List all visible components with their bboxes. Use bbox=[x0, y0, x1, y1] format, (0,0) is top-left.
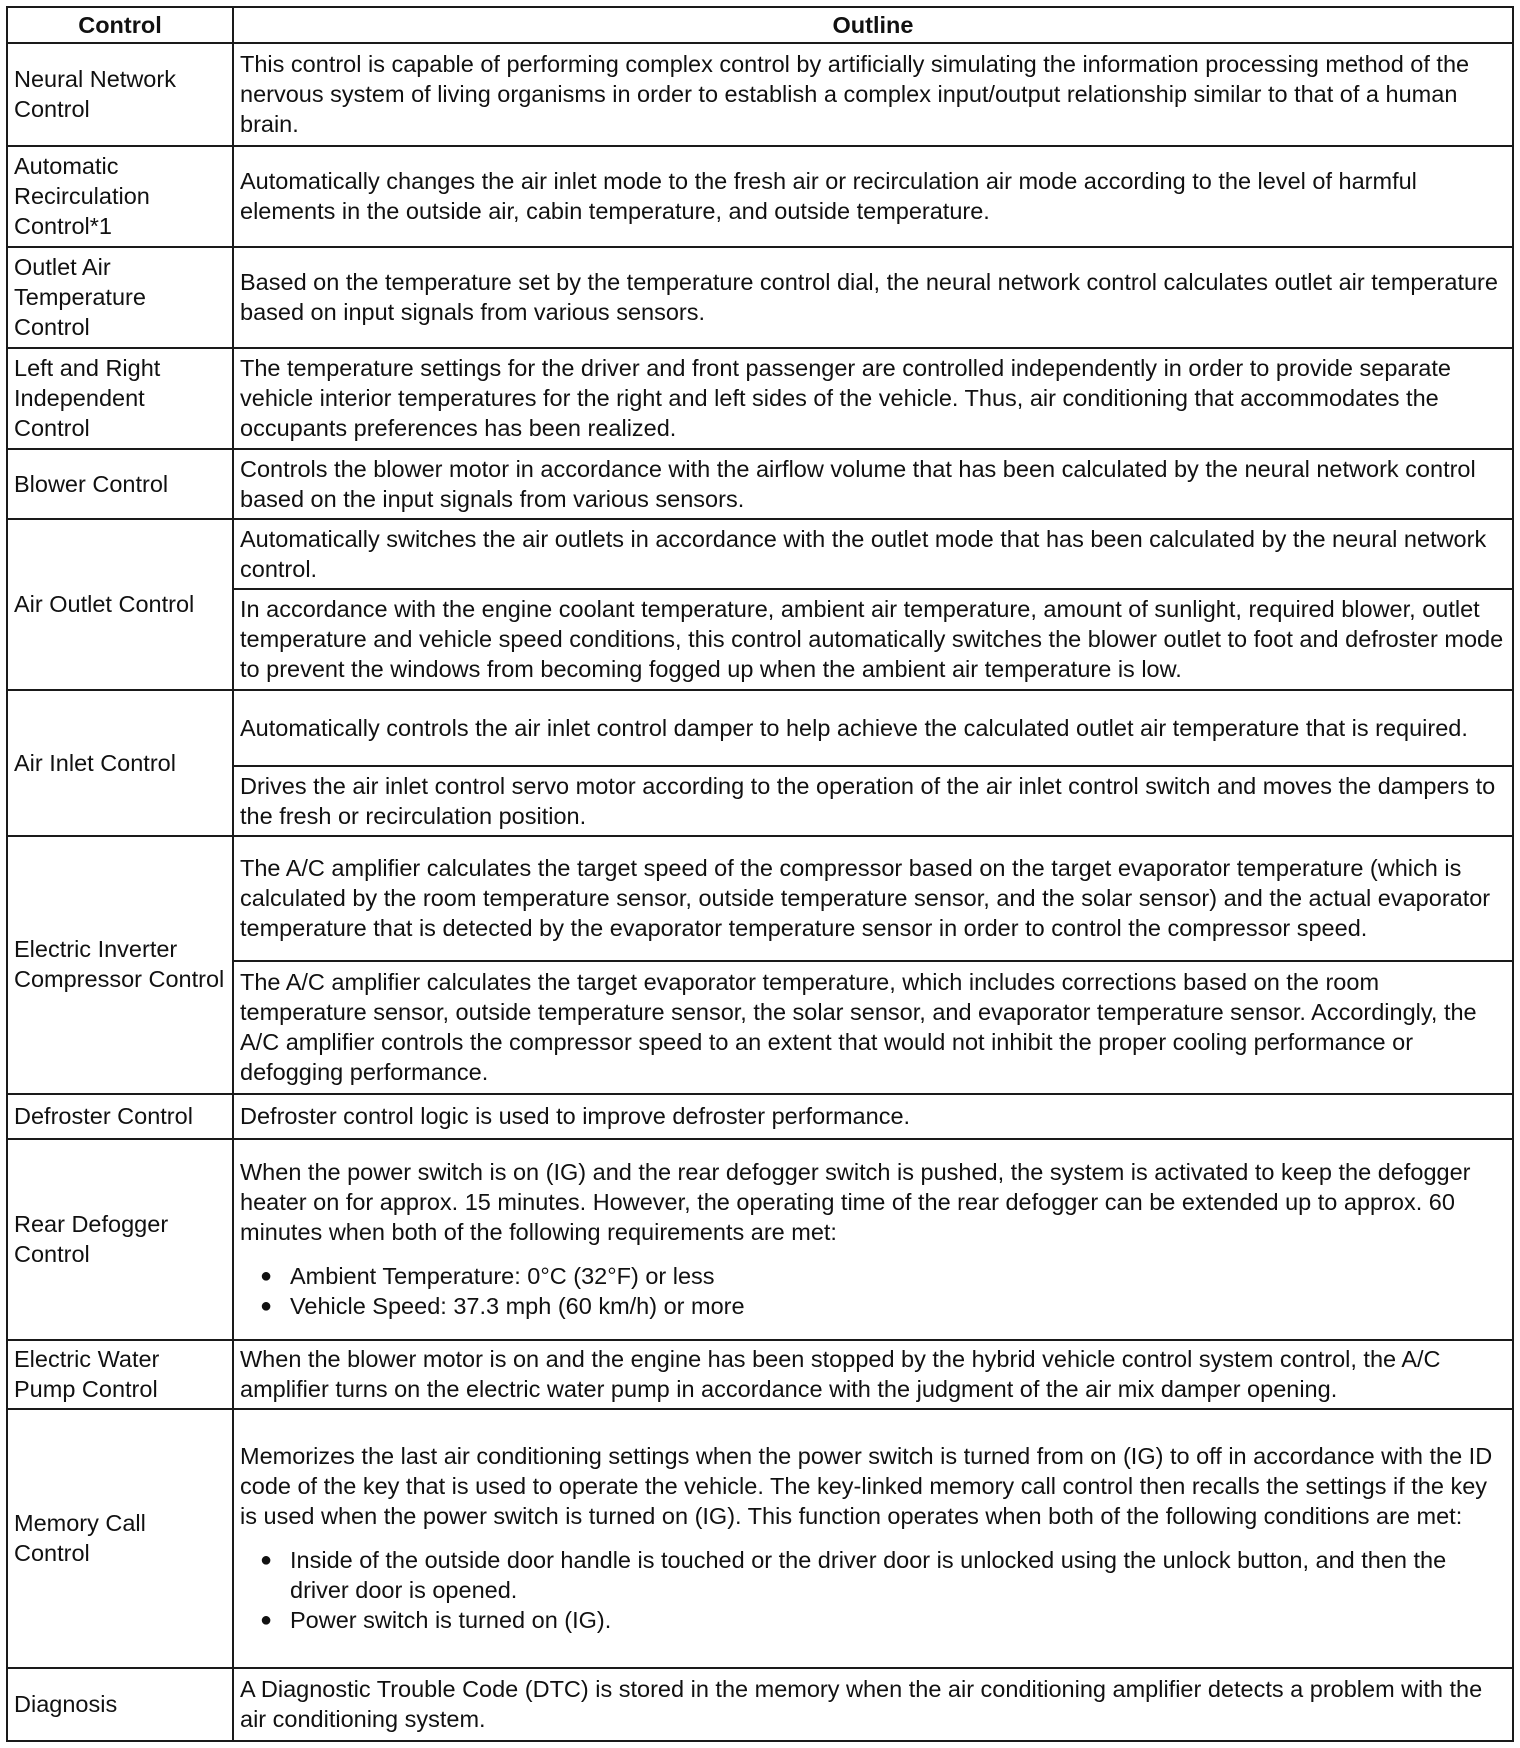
header-control: Control bbox=[7, 7, 233, 43]
outline-text: When the power switch is on (IG) and the rear defogger switch is pushed, the system is activated to keep the defogger heater on for approx. 15 minutes. However, the operating time of the rear defogger can be extended up to approx. 60 minutes when both of the following requirements are met: bbox=[240, 1159, 1471, 1245]
table-row bbox=[7, 1139, 1513, 1339]
table-row bbox=[7, 43, 1513, 146]
table-row bbox=[7, 146, 1513, 247]
outline-text: This control is capable of performing complex control by artificially simulating the information processing method of the nervous system of living organisms in order to establish a complex input/output relationship similar to that of a human brain. bbox=[233, 43, 1513, 146]
table-row bbox=[7, 690, 1513, 766]
outline-text: Defroster control logic is used to improve defroster performance. bbox=[233, 1094, 1513, 1140]
control-name: Blower Control bbox=[7, 449, 233, 519]
control-name: Memory Call Control bbox=[7, 1409, 233, 1668]
bullet-list bbox=[240, 1545, 1506, 1635]
bullet-item: ● Ambient Temperature: 0°C (32°F) or less bbox=[260, 1261, 1506, 1291]
outline-text: Automatically switches the air outlets in accordance with the outlet mode that has been calculated by the neural network control. bbox=[233, 519, 1513, 589]
outline-text: The A/C amplifier calculates the target evaporator temperature, which includes corrections based on the room temperature sensor, outside temperature sensor, the solar sensor, and evaporator temperature sensor. Accordingly, the A/C amplifier controls the compressor speed to an extent that would not inhibit the proper cooling performance or defogging performance. bbox=[233, 961, 1513, 1093]
table-row bbox=[7, 449, 1513, 519]
outline-text: Memorizes the last air conditioning settings when the power switch is turned from on (IG) to off in accordance with the ID code of the key that is used to operate the vehicle. The key-linked memory call control then recalls the settings if the key is used when the power switch is turned on (IG). This function operates when both of the following conditions are met: bbox=[240, 1443, 1493, 1530]
table-row bbox=[7, 961, 1513, 1093]
outline-text: The A/C amplifier calculates the target speed of the compressor based on the target evaporator temperature (which is calculated by the room temperature sensor, outside temperature sensor, and the solar sensor) and the actual evaporator temperature that is detected by the evaporator temperature sensor in order to control the compressor speed. bbox=[233, 836, 1513, 961]
table-row bbox=[7, 1094, 1513, 1140]
table-row bbox=[7, 1340, 1513, 1410]
control-name: Air Inlet Control bbox=[7, 690, 233, 836]
control-name: Defroster Control bbox=[7, 1094, 233, 1140]
control-name: Diagnosis bbox=[7, 1668, 233, 1741]
table-row bbox=[7, 836, 1513, 961]
bullet-item: ● Vehicle Speed: 37.3 mph (60 km/h) or more bbox=[260, 1291, 1506, 1321]
outline-text: Automatically changes the air inlet mode to the fresh air or recirculation air mode according to the level of harmful elements in the outside air, cabin temperature, and outside temperature. bbox=[233, 146, 1513, 247]
table-row bbox=[7, 1668, 1513, 1741]
table-row bbox=[7, 247, 1513, 348]
bullet-item: ● Power switch is turned on (IG). bbox=[260, 1605, 1506, 1635]
control-name: Left and Right Independent Control bbox=[7, 348, 233, 449]
outline-cell bbox=[233, 1139, 1513, 1339]
control-name: Electric Inverter Compressor Control bbox=[7, 836, 233, 1093]
outline-text: In accordance with the engine coolant temperature, ambient air temperature, amount of sunlight, required blower, outlet temperature and vehicle speed conditions, this control automatically switches the blower outlet to foot and defroster mode to prevent the windows from becoming fogged up when the ambient air temperature is low. bbox=[233, 589, 1513, 690]
outline-text: When the blower motor is on and the engine has been stopped by the hybrid vehicle control system control, the A/C amplifier turns on the electric water pump in accordance with the judgment of the air mix damper opening. bbox=[233, 1340, 1513, 1410]
header-row bbox=[7, 7, 1513, 43]
table-row bbox=[7, 519, 1513, 589]
table-row bbox=[7, 1409, 1513, 1668]
outline-text: Drives the air inlet control servo motor according to the operation of the air inlet control switch and moves the dampers to the fresh or recirculation position. bbox=[233, 766, 1513, 836]
control-name: Air Outlet Control bbox=[7, 519, 233, 690]
control-name: Electric Water Pump Control bbox=[7, 1340, 233, 1410]
outline-text: Automatically controls the air inlet control damper to help achieve the calculated outlet air temperature that is required. bbox=[233, 690, 1513, 766]
control-outline-table bbox=[6, 6, 1514, 1742]
header-outline: Outline bbox=[233, 7, 1513, 43]
outline-text: Controls the blower motor in accordance with the airflow volume that has been calculated by the neural network control based on the input signals from various sensors. bbox=[233, 449, 1513, 519]
bullet-item: ● Inside of the outside door handle is touched or the driver door is unlocked using the unlock button, and then the driver door is opened. bbox=[260, 1545, 1506, 1605]
control-name: Rear Defogger Control bbox=[7, 1139, 233, 1339]
control-name: Outlet Air Temperature Control bbox=[7, 247, 233, 348]
table-row bbox=[7, 589, 1513, 690]
control-name: Automatic Recirculation Control*1 bbox=[7, 146, 233, 247]
outline-cell bbox=[233, 1409, 1513, 1668]
table-row bbox=[7, 766, 1513, 836]
outline-text: A Diagnostic Trouble Code (DTC) is stored in the memory when the air conditioning amplifier detects a problem with the air conditioning system. bbox=[233, 1668, 1513, 1741]
table-row bbox=[7, 348, 1513, 449]
bullet-list bbox=[240, 1261, 1506, 1321]
outline-text: The temperature settings for the driver and front passenger are controlled independently in order to provide separate vehicle interior temperatures for the right and left sides of the vehicle. Thus, air conditioning that accommodates the occupants preferences has been realized. bbox=[233, 348, 1513, 449]
outline-text: Based on the temperature set by the temperature control dial, the neural network control calculates outlet air temperature based on input signals from various sensors. bbox=[233, 247, 1513, 348]
control-name: Neural Network Control bbox=[7, 43, 233, 146]
